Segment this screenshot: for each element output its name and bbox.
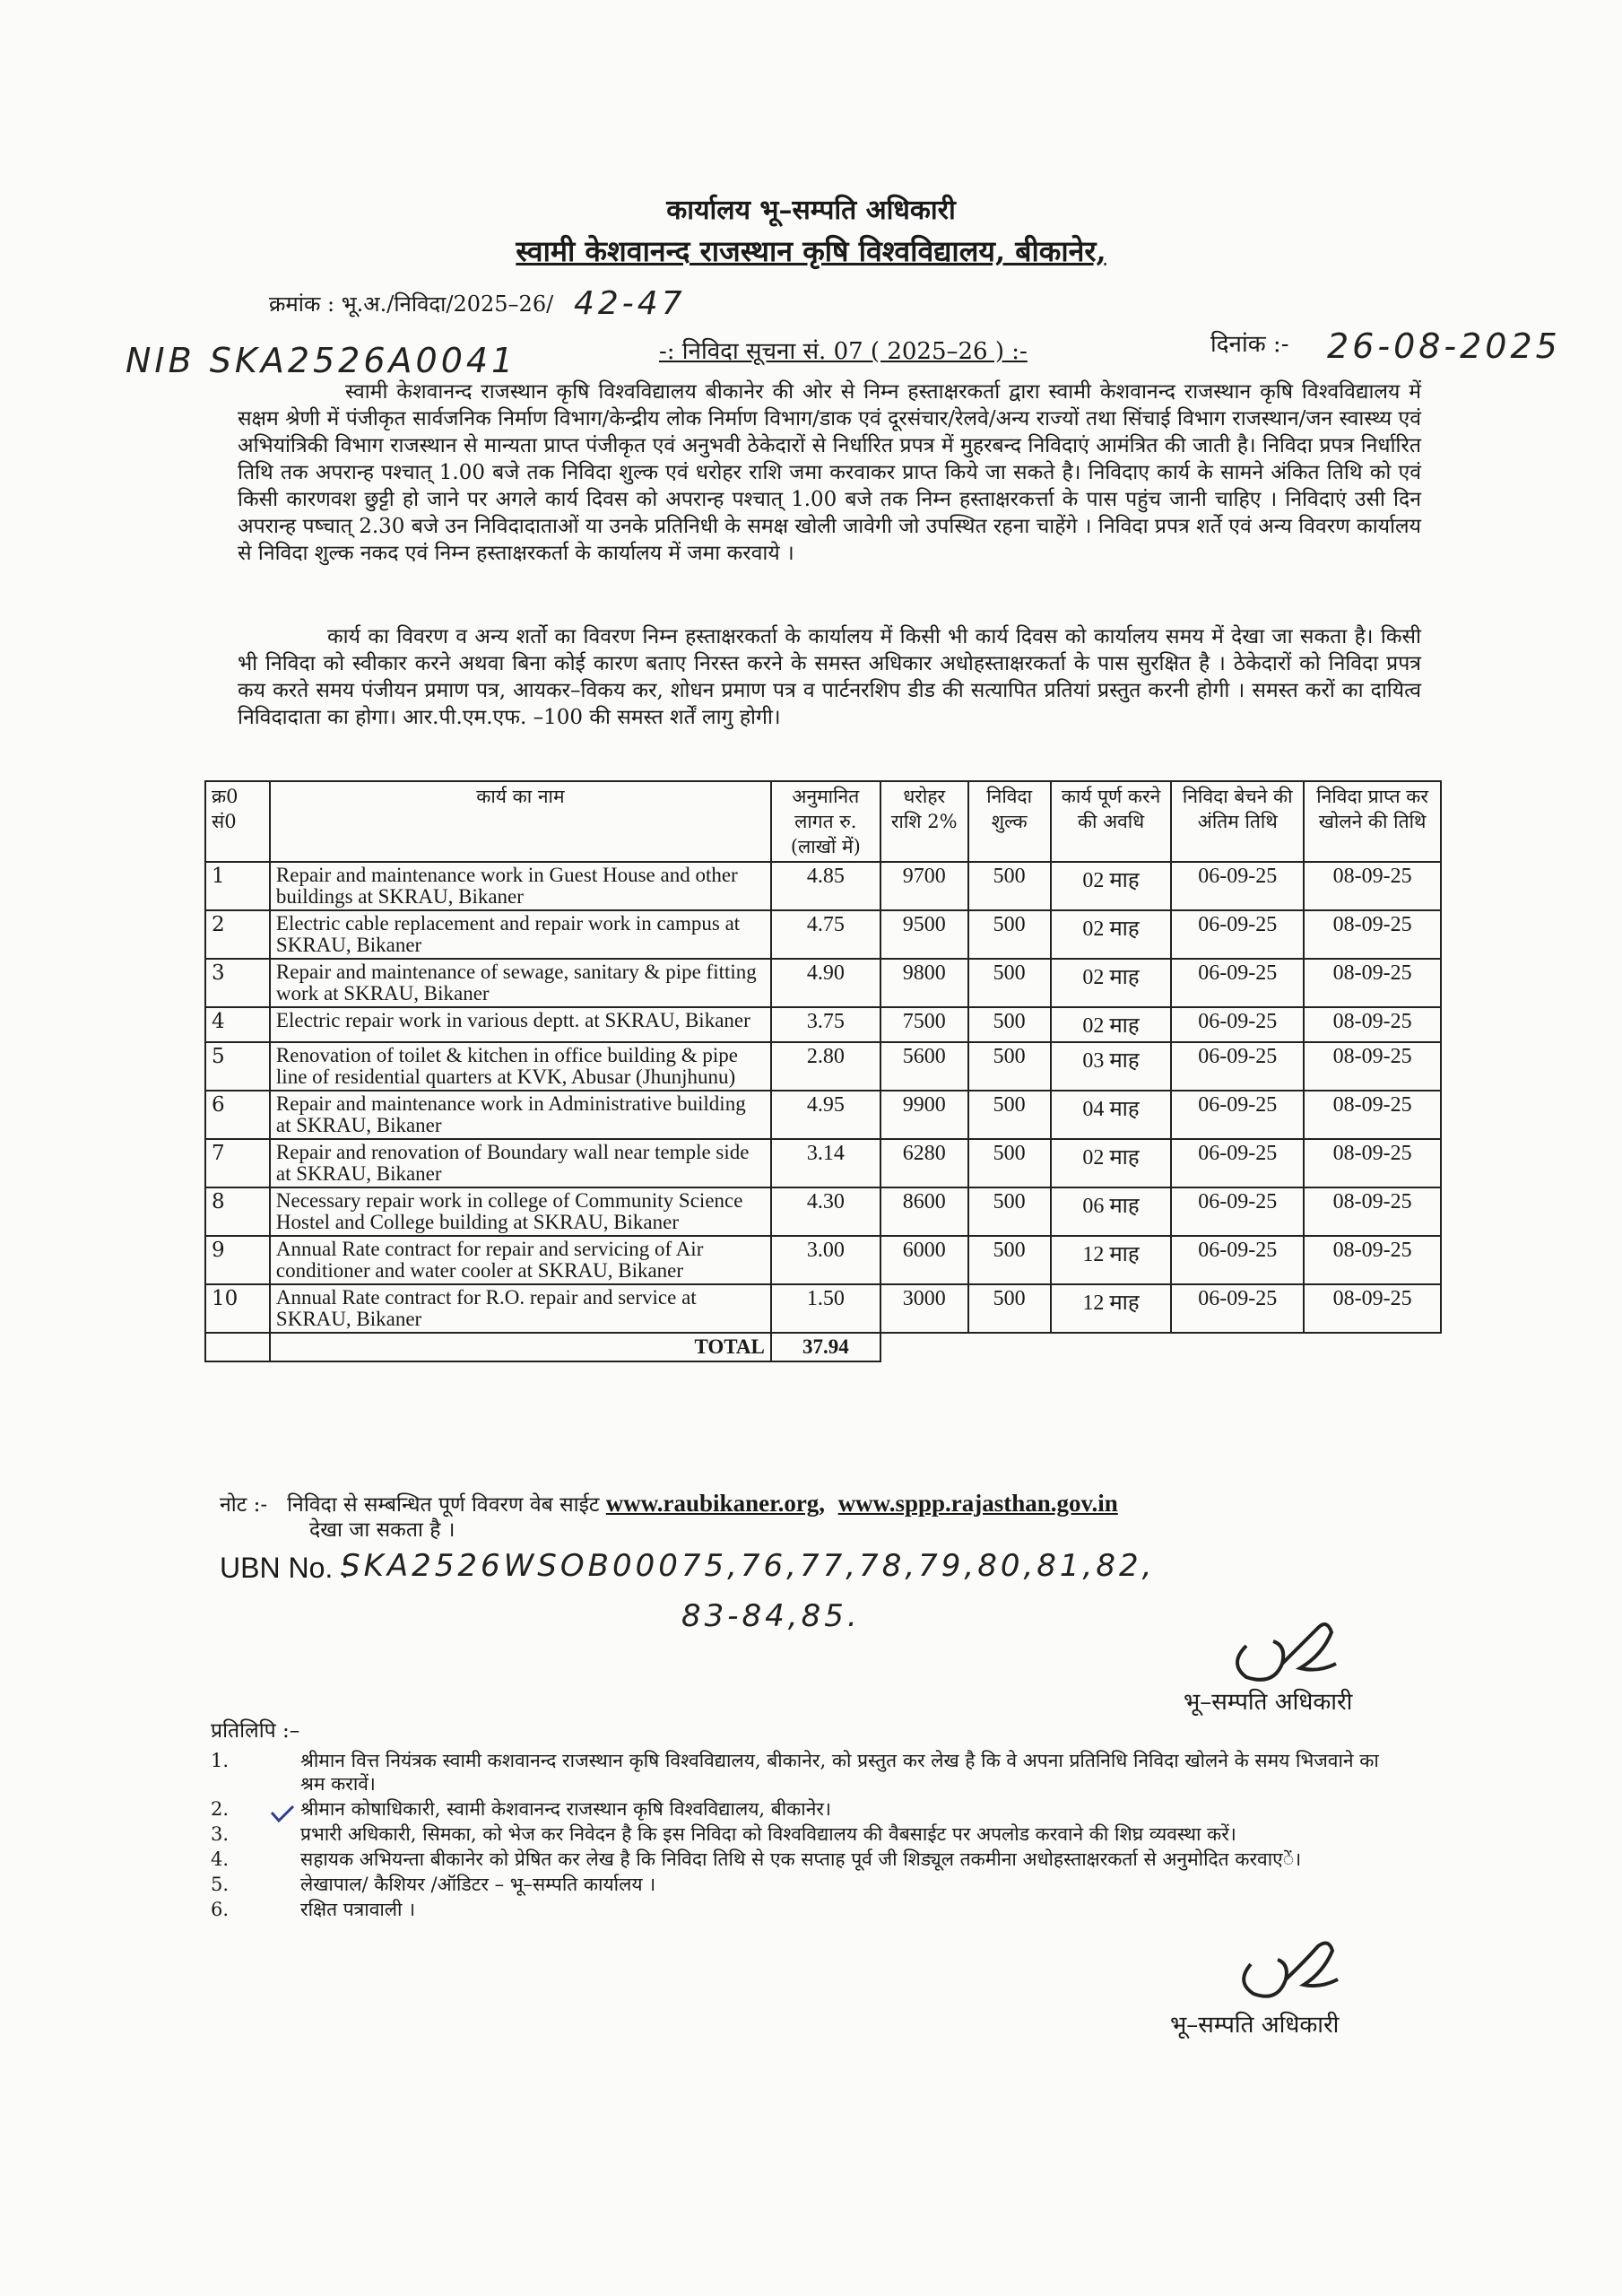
sale-date-cell: 06-09-25 (1171, 910, 1304, 959)
date-handwritten: 26-08-2025 (1327, 326, 1561, 366)
note-text: निविदा से सम्बन्धित पूर्ण विवरण वेब साईट (287, 1493, 600, 1517)
date-label: दिनांक :- (1210, 331, 1289, 358)
emd-cell: 8600 (880, 1187, 968, 1236)
period-cell: 03 माह (1051, 1042, 1172, 1091)
open-date-cell: 08-09-25 (1304, 1187, 1441, 1236)
emd-cell: 5600 (880, 1042, 968, 1091)
cost-cell: 4.90 (771, 959, 880, 1007)
check-mark-icon (269, 1804, 296, 1823)
work-name-cell: Annual Rate contract for R.O. repair and service at SKRAU, Bikaner (270, 1284, 771, 1333)
open-date-cell: 08-09-25 (1304, 1284, 1441, 1333)
sale-date-cell: 06-09-25 (1171, 959, 1304, 1007)
copy-text: लेखापाल/ कैशियर /ऑडिटर – भू–सम्पति कार्यालय । (300, 1874, 656, 1895)
list-item (211, 1822, 1403, 1846)
cost-cell: 1.50 (771, 1284, 880, 1333)
copy-list (211, 1749, 1403, 1923)
header-last-sale-date: निविदा बेचने की अंतिम तिथि (1171, 781, 1304, 862)
work-name-cell: Necessary repair work in college of Community Science Hostel and College building at SKRAU, Bikaner (270, 1187, 771, 1236)
copy-text: रक्षित पत्रावाली । (300, 1899, 416, 1920)
sale-date-cell: 06-09-25 (1171, 1187, 1304, 1236)
cost-cell: 3.75 (771, 1007, 880, 1042)
period-cell: 04 माह (1051, 1091, 1172, 1139)
emd-cell: 9700 (880, 862, 968, 910)
serial-cell: 8 (205, 1187, 270, 1236)
cost-cell: 2.80 (771, 1042, 880, 1091)
period-cell: 06 माह (1051, 1187, 1172, 1236)
signatory-title-2: भू–सम्पति अधिकारी (1170, 2012, 1340, 2039)
serial-cell: 10 (205, 1284, 270, 1333)
open-date-cell: 08-09-25 (1304, 910, 1441, 959)
website-link-1[interactable]: www.raubikaner.org, (605, 1490, 826, 1517)
header-estimated-cost: अनुमानित लागत रु. (लाखों में) (771, 781, 880, 862)
serial-cell: 4 (205, 1007, 270, 1042)
copy-number: 5. (211, 1874, 230, 1895)
sale-date-cell: 06-09-25 (1171, 1236, 1304, 1284)
university-heading: स्वामी केशवानन्द राजस्थान कृषि विश्वविद्यालय, बीकानेर, (516, 234, 1106, 268)
open-date-cell: 08-09-25 (1304, 1042, 1441, 1091)
total-value: 37.94 (771, 1333, 880, 1361)
period-cell: 12 माह (1051, 1236, 1172, 1284)
fee-cell: 500 (968, 862, 1051, 910)
period-cell: 02 माह (1051, 910, 1172, 959)
table-row (205, 1187, 1441, 1236)
open-date-cell: 08-09-25 (1304, 1007, 1441, 1042)
header-emd: धरोहर राशि 2% (880, 781, 968, 862)
list-item (211, 1848, 1403, 1871)
open-date-cell: 08-09-25 (1304, 959, 1441, 1007)
open-date-cell: 08-09-25 (1304, 1091, 1441, 1139)
copy-text: प्रभारी अधिकारी, सिमका, को भेज कर निवेदन है कि इस निविदा को विश्वविद्यालय की वैबसाईट पर अपलोड करवाने की शिघ्र व्यवस्था करें। (300, 1823, 1236, 1845)
signature-2 (1228, 1915, 1345, 2005)
serial-cell: 2 (205, 910, 270, 959)
work-name-cell: Repair and renovation of Boundary wall near temple side at SKRAU, Bikaner (270, 1139, 771, 1187)
fee-cell: 500 (968, 1284, 1051, 1333)
sale-date-cell: 06-09-25 (1171, 1284, 1304, 1333)
table-row (205, 910, 1441, 959)
note-text-2: देखा जा सकता है । (309, 1518, 455, 1542)
ubn-handwritten-2: 83-84,85. (681, 1598, 861, 1634)
fee-cell: 500 (968, 959, 1051, 1007)
period-cell: 02 माह (1051, 1007, 1172, 1042)
office-heading: कार्यालय भू–सम्पति अधिकारी (666, 195, 956, 226)
serial-cell: 3 (205, 959, 270, 1007)
notice-title: -: निविदा सूचना सं. 07 ( 2025–26 ) :- (659, 338, 1028, 365)
serial-cell: 6 (205, 1091, 270, 1139)
period-cell: 02 माह (1051, 1139, 1172, 1187)
header-tender-fee: निविदा शुल्क (968, 781, 1051, 862)
cost-cell: 4.75 (771, 910, 880, 959)
reference-number: क्रमांक : भू.अ./निविदा/2025–26/ (269, 291, 554, 317)
list-item (211, 1797, 1403, 1821)
period-cell: 02 माह (1051, 862, 1172, 910)
emd-cell: 9900 (880, 1091, 968, 1139)
work-name-cell: Electric repair work in various deptt. at SKRAU, Bikaner (270, 1007, 771, 1042)
work-name-cell: Repair and maintenance work in Guest House and other buildings at SKRAU, Bikaner (270, 862, 771, 910)
note-prefix: नोट :- (220, 1493, 268, 1517)
header-serial: क्र0 सं0 (205, 781, 270, 862)
copy-heading: प्रतिलिपि :– (211, 1719, 300, 1743)
table-header-row (205, 781, 1441, 862)
work-name-cell: Repair and maintenance of sewage, sanitary & pipe fitting work at SKRAU, Bikaner (270, 959, 771, 1007)
sale-date-cell: 06-09-25 (1171, 1042, 1304, 1091)
copy-text: सहायक अभियन्ता बीकानेर को प्रेषित कर लेख है कि निविदा तिथि से एक सप्ताह पूर्व जी शिड्यूल तकमीना अधोहस्ताक्षरकर्ता से अनुमोदित करवाएें। (300, 1848, 1302, 1870)
cost-cell: 4.95 (771, 1091, 880, 1139)
table-row (205, 1139, 1441, 1187)
fee-cell: 500 (968, 910, 1051, 959)
total-label: TOTAL (270, 1333, 771, 1361)
table-row (205, 1284, 1441, 1333)
work-name-cell: Repair and maintenance work in Administrative building at SKRAU, Bikaner (270, 1091, 771, 1139)
open-date-cell: 08-09-25 (1304, 862, 1441, 910)
list-item (211, 1873, 1403, 1896)
table-row (205, 862, 1441, 910)
fee-cell: 500 (968, 1091, 1051, 1139)
signature-1 (1219, 1592, 1345, 1691)
reference-handwritten: 42-47 (574, 285, 686, 322)
open-date-cell: 08-09-25 (1304, 1236, 1441, 1284)
fee-cell: 500 (968, 1236, 1051, 1284)
period-cell: 02 माह (1051, 959, 1172, 1007)
emd-cell: 9500 (880, 910, 968, 959)
emd-cell: 6000 (880, 1236, 968, 1284)
work-name-cell: Annual Rate contract for repair and servicing of Air conditioner and water cooler at SKRAU, Bikaner (270, 1236, 771, 1284)
ubn-label: UBN No. : (220, 1552, 350, 1584)
fee-cell: 500 (968, 1042, 1051, 1091)
header-opening-date: निविदा प्राप्त कर खोलने की तिथि (1304, 781, 1441, 862)
fee-cell: 500 (968, 1139, 1051, 1187)
table-row (205, 1007, 1441, 1042)
copy-number: 3. (211, 1823, 230, 1845)
signatory-title-1: भू–सम्पति अधिकारी (1184, 1689, 1353, 1716)
website-link-2[interactable]: www.sppp.rajasthan.gov.in (837, 1490, 1118, 1517)
cost-cell: 3.14 (771, 1139, 880, 1187)
list-item (211, 1898, 1403, 1921)
copy-number: 2. (211, 1798, 230, 1820)
emd-cell: 9800 (880, 959, 968, 1007)
copy-text: श्रीमान वित्त नियंत्रक स्वामी कशवानन्द राजस्थान कृषि विश्वविद्यालय, बीकानेर, को प्रस्तुत कर लेख है कि वे अपना प्रतिनिधि निविदा खोलने के समय भिजवाने का श्रम करावें। (300, 1750, 1379, 1795)
emd-cell: 3000 (880, 1284, 968, 1333)
sale-date-cell: 06-09-25 (1171, 1007, 1304, 1042)
copy-number: 1. (211, 1750, 230, 1771)
cost-cell: 3.00 (771, 1236, 880, 1284)
table-row (205, 1236, 1441, 1284)
header-work-name: कार्य का नाम (270, 781, 771, 862)
serial-cell: 7 (205, 1139, 270, 1187)
ubn-handwritten-1: SKA2526WSOB00075,76,77,78,79,80,81,82, (341, 1548, 1156, 1584)
open-date-cell: 08-09-25 (1304, 1139, 1441, 1187)
cost-cell: 4.30 (771, 1187, 880, 1236)
body-paragraph-2: कार्य का विवरण व अन्य शर्तो का विवरण निम्न हस्ताक्षरकर्ता के कार्यालय में किसी भी कार्य दिवस को कार्यालय समय में देखा जा सकता है। किसी भी निविदा को स्वीकार करने अथवा बिना कोई कारण बताए निरस्त करने के समस्त अधिकार अधोहस्ताक्षरकर्ता के पास सुरक्षित है । ठेकेदारों को निविदा प्रपत्र कय करते समय पंजीयन प्रमाण पत्र, आयकर–विकय कर, शोधन प्रमाण पत्र व पार्टनरशिप डीड की सत्यापित प्रतियां प्रस्तुत करनी होगी । समस्त करों का दायित्व निविदादाता का होगा। आर.पी.एम.एफ. –100 की समस्त शर्तें लागु होगी। (238, 625, 1421, 729)
period-cell: 12 माह (1051, 1284, 1172, 1333)
list-item (211, 1749, 1403, 1796)
total-row (205, 1333, 1441, 1361)
nib-number-handwritten: NIB SKA2526A0041 (126, 341, 517, 380)
table-row (205, 1042, 1441, 1091)
sale-date-cell: 06-09-25 (1171, 862, 1304, 910)
copy-number: 6. (211, 1899, 230, 1920)
serial-cell: 9 (205, 1236, 270, 1284)
emd-cell: 7500 (880, 1007, 968, 1042)
table-row (205, 959, 1441, 1007)
website-note (220, 1491, 1439, 1543)
header-completion-period: कार्य पूर्ण करने की अवधि (1051, 781, 1172, 862)
serial-cell: 5 (205, 1042, 270, 1091)
body-paragraph-1: स्वामी केशवानन्द राजस्थान कृषि विश्वविद्यालय बीकानेर की ओर से निम्न हस्ताक्षरकर्ता द्वारा स्वामी केशवानन्द राजस्थान कृषि विश्वविद्यालय में सक्षम श्रेणी में पंजीकृत सार्वजनिक निर्माण विभाग/केन्द्रीय लोक निर्माण विभाग/डाक एवं दूरसंचार/रेलवे/अन्य राज्यों तथा सिंचाई विभाग राजस्थान/जन स्वास्थ्य एवं अभियांत्रिकी विभाग राजस्थान से मान्यता प्राप्त पंजीकृत एवं अनुभवी ठेकेदारों से निर्धारित प्रपत्र में मुहरबन्द निविदाएं आमंत्रित की जाती है। निविदा प्रपत्र निर्धारित तिथि तक अपरान्ह पश्चात् 1.00 बजे तक निविदा शुल्क एवं धरोहर राशि जमा करवाकर प्राप्त किये जा सकते है। निविदाए कार्य के सामने अंकित तिथि को एवं किसी कारणवश छुट्टी हो जाने पर अगले कार्य दिवस को अपरान्ह पश्चात् 1.00 बजे तक निम्न हस्ताक्षरकर्त्ता के पास पहुंच जानी चाहिए । निविदाएं उसी दिन अपरान्ह पष्चात् 2.30 बजे उन निविदादाताओं या उनके प्रतिनिधी के समक्ष खोली जावेगी जो उपस्थित रहना चाहेंगे । निविदा प्रपत्र शर्ते एवं अन्य विवरण कार्यालय से निविदा शुल्क नकद एवं निम्न हस्ताक्षरकर्ता के कार्यालय में जमा करवाये । (238, 380, 1421, 565)
copy-text: श्रीमान कोषाधिकारी, स्वामी केशवानन्द राजस्थान कृषि विश्वविद्यालय, बीकानेर। (300, 1798, 831, 1820)
fee-cell: 500 (968, 1007, 1051, 1042)
cost-cell: 4.85 (771, 862, 880, 910)
table-row (205, 1091, 1441, 1139)
work-name-cell: Electric cable replacement and repair work in campus at SKRAU, Bikaner (270, 910, 771, 959)
serial-cell: 1 (205, 862, 270, 910)
copy-number: 4. (211, 1848, 230, 1870)
work-name-cell: Renovation of toilet & kitchen in office building & pipe line of residential quarters at KVK, Abusar (Jhunjhunu) (270, 1042, 771, 1091)
fee-cell: 500 (968, 1187, 1051, 1236)
sale-date-cell: 06-09-25 (1171, 1091, 1304, 1139)
tender-table (204, 780, 1442, 1362)
emd-cell: 6280 (880, 1139, 968, 1187)
sale-date-cell: 06-09-25 (1171, 1139, 1304, 1187)
